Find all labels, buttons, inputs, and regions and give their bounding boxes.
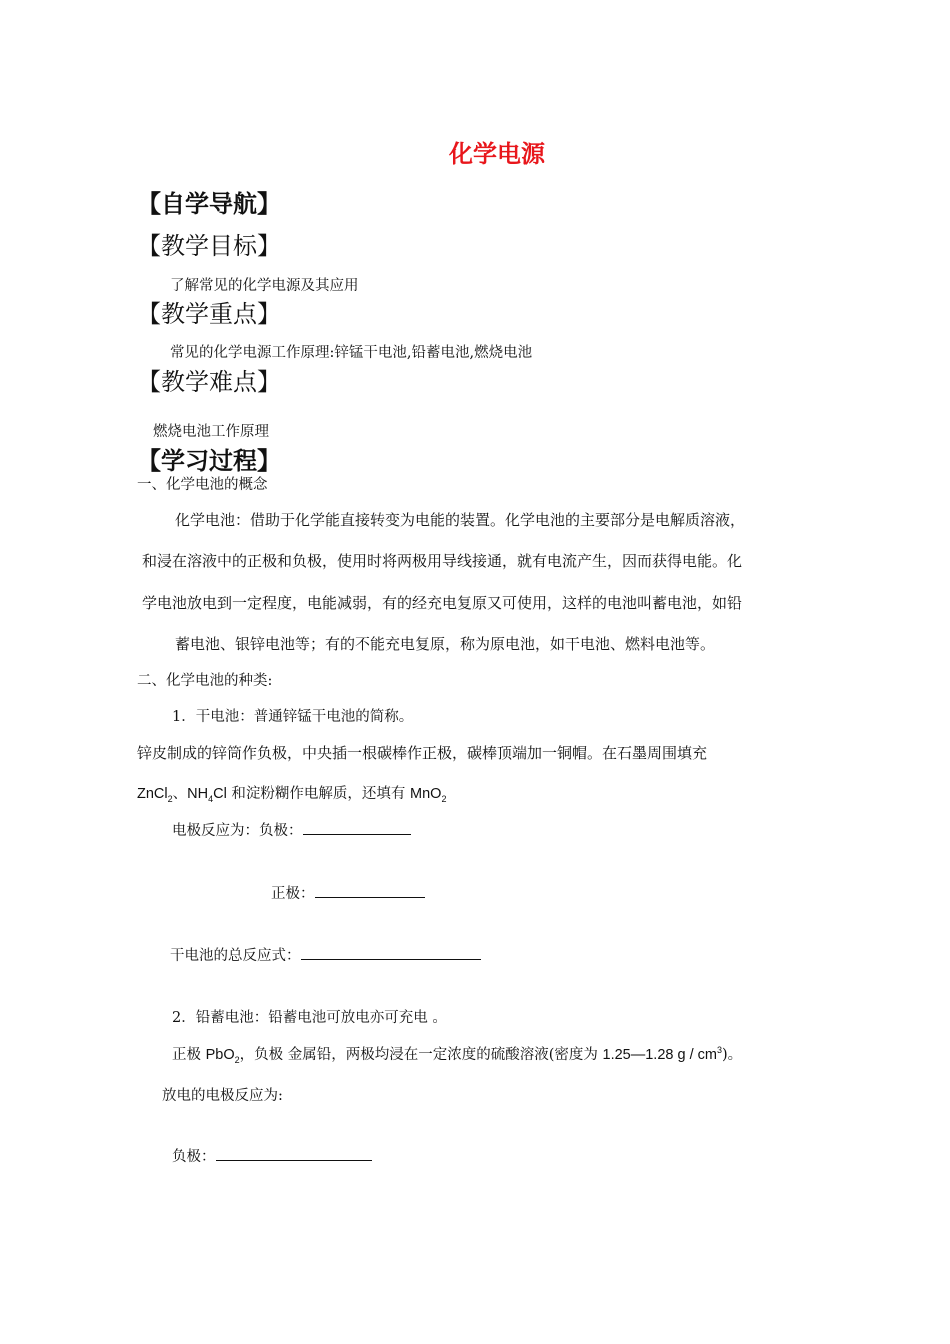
goals-text: 了解常见的化学电源及其应用 [170, 278, 359, 294]
section1-para-line4: 蓄电池、银锌电池等；有的不能充电复原，称为原电池，如干电池、燃料电池等。 [175, 635, 716, 653]
discharge-label: 放电的电极反应为: [162, 1088, 283, 1104]
electrode-positive-label: 正极： [271, 886, 315, 902]
electrode-negative-row [172, 819, 411, 840]
item2-line1: 正极 PbO$_2$，负极 金属铅，两极均浸在一定浓度的硫酸溶液(密度为 1.25—1.28 g / $cm^3$)。 [172, 1045, 743, 1065]
item1-title: 1．干电池：普通锌锰干电池的简称。 [172, 709, 414, 725]
lead-negative-row [172, 1145, 372, 1166]
total-reaction-blank[interactable] [301, 945, 481, 960]
page-title: 化学电源 [449, 140, 545, 168]
section1-para-line1: 化学电池：借助于化学能直接转变为电能的装置。化学电池的主要部分是电解质溶液， [175, 511, 746, 529]
density-value: 1.25—1.28 g / $cm^3$ [602, 1045, 722, 1063]
electrode-positive-row [271, 882, 425, 903]
heading-process: 【学习过程】 [137, 447, 281, 475]
heading-difficulties: 【教学难点】 [137, 368, 281, 396]
formula-nh4cl: $NH_4Cl$ [187, 786, 227, 804]
item2-title: 2．铅蓄电池：铅蓄电池可放电亦可充电 。 [172, 1010, 447, 1026]
section1-heading: 一、化学电池的概念 [137, 477, 268, 493]
lead-negative-label: 负极： [172, 1149, 216, 1165]
negative-answer-blank[interactable] [303, 820, 411, 835]
heading-goals: 【教学目标】 [137, 232, 281, 260]
heading-key-points: 【教学重点】 [137, 300, 281, 328]
heading-self-study: 【自学导航】 [137, 190, 281, 218]
formula-pbo2: PbO$_2$ [205, 1047, 240, 1065]
total-reaction-row [170, 944, 481, 965]
item1-line1: 锌皮制成的锌筒作负极，中央插一根碳棒作正极，碳棒顶端加一铜帽。在石墨周围填充 [137, 744, 708, 762]
section1-para-line2: 和浸在溶液中的正极和负极，使用时将两极用导线接通，就有电流产生，因而获得电能。化 [142, 552, 743, 570]
section2-heading: 二、化学电池的种类: [137, 673, 273, 689]
lead-negative-blank[interactable] [216, 1146, 372, 1161]
electrode-negative-label: 电极反应为：负极： [172, 823, 303, 839]
difficulties-text: 燃烧电池工作原理 [153, 424, 269, 440]
positive-answer-blank[interactable] [315, 883, 425, 898]
formula-mno2: MnO$_2$ [410, 786, 447, 804]
item1-line2: ZnCl$_2$、$NH_4Cl$ 和淀粉糊作电解质，还填有 MnO$_2$ [137, 786, 447, 804]
key-points-text: 常见的化学电源工作原理:锌锰干电池,铅蓄电池,燃烧电池 [170, 345, 533, 361]
section1-para-line3: 学电池放电到一定程度，电能减弱，有的经充电复原又可使用，这样的电池叫蓄电池，如铅 [142, 594, 743, 612]
formula-zncl2: ZnCl$_2$ [137, 786, 173, 804]
total-reaction-label: 干电池的总反应式： [170, 948, 301, 964]
